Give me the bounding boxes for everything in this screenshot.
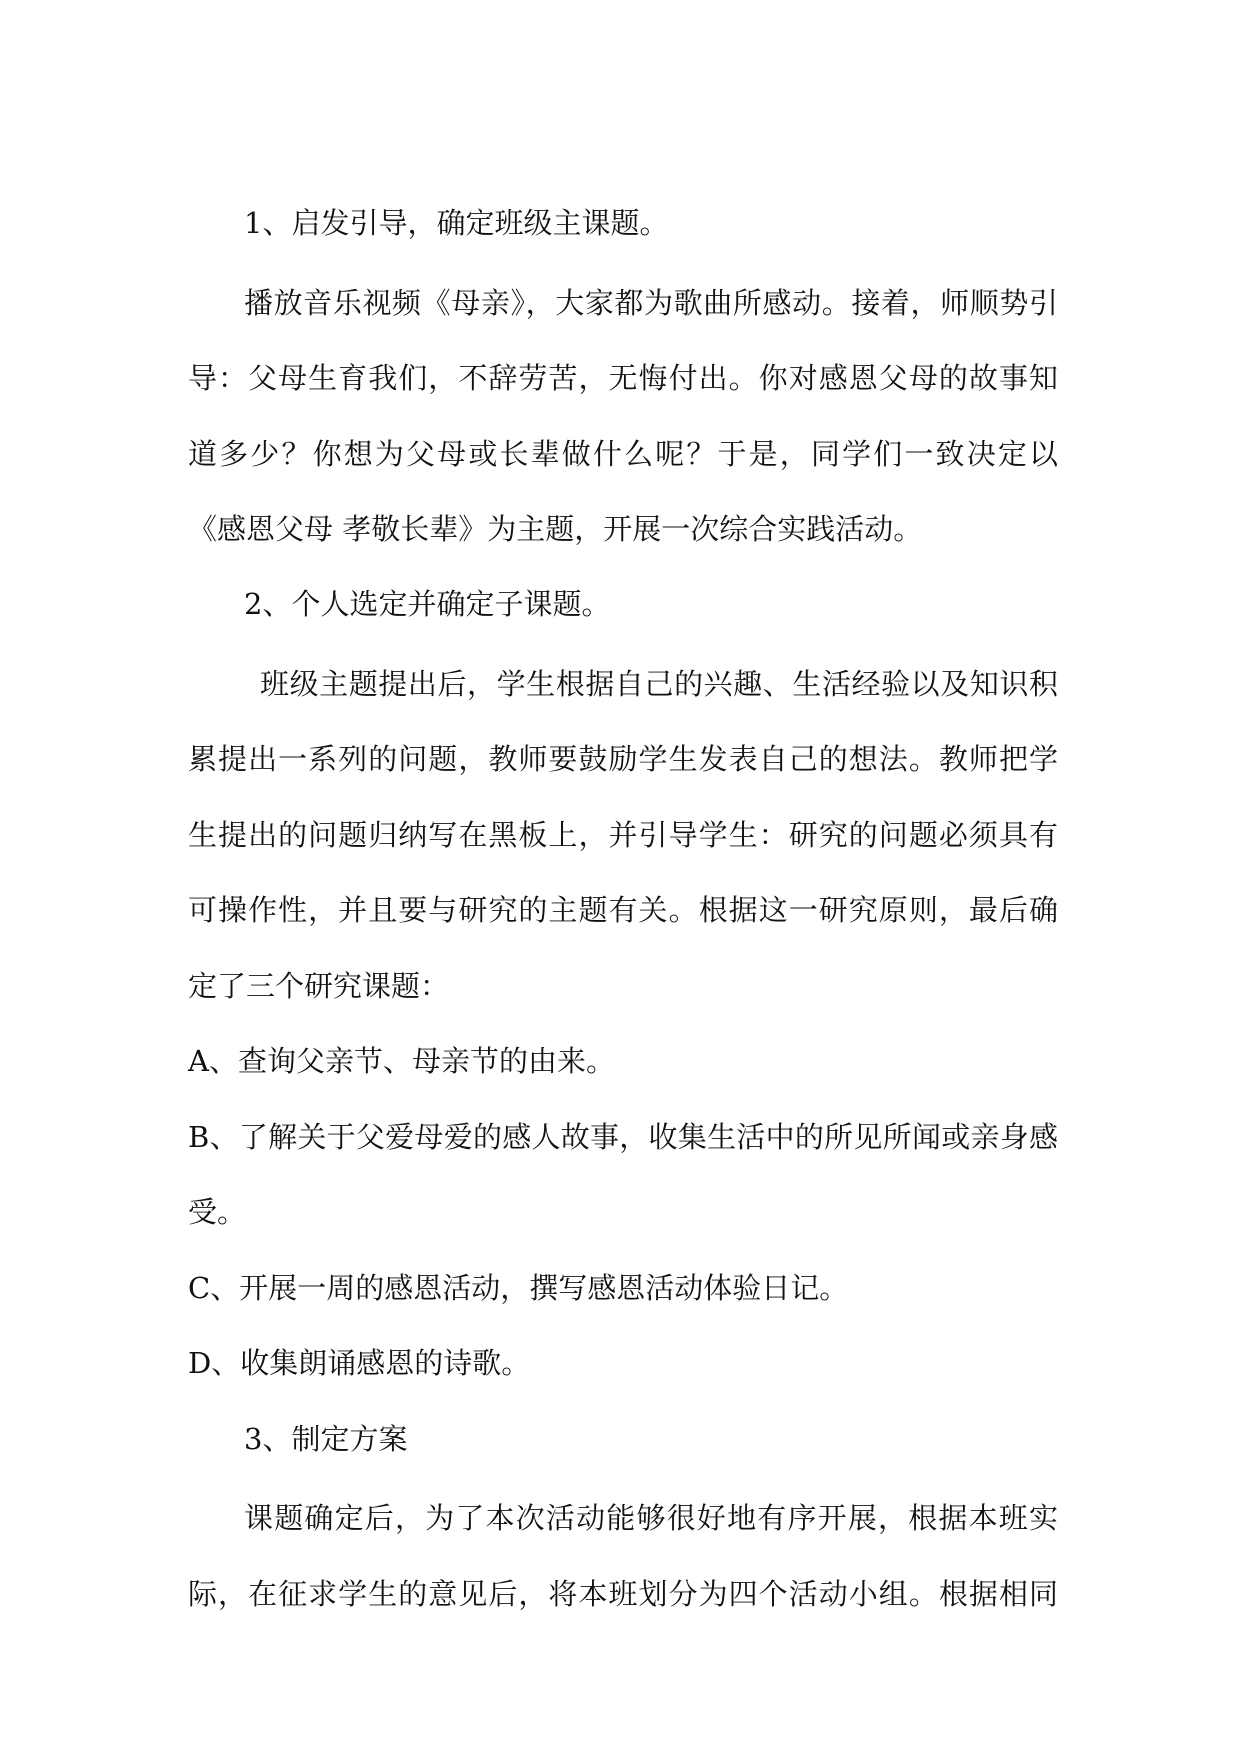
list-item-b: B、了解关于父爱母爱的感人故事，收集生活中的所见所闻或亲身感: [188, 1120, 1058, 1154]
paragraph-line: 生提出的问题归纳写在黑板上，并引导学生：研究的问题必须具有: [188, 818, 1058, 852]
heading-step-2: 2、个人选定并确定子课题。: [244, 587, 611, 621]
paragraph-line: 道多少？你想为父母或长辈做什么呢？于是，同学们一致决定以: [188, 437, 1058, 471]
paragraph-line: 《感恩父母 孝敬长辈》为主题，开展一次综合实践活动。: [188, 512, 923, 546]
list-item-d: D、收集朗诵感恩的诗歌。: [188, 1346, 531, 1380]
paragraph-line: 导：父母生育我们，不辞劳苦，无悔付出。你对感恩父母的故事知: [188, 361, 1058, 395]
heading-step-3: 3、制定方案: [244, 1422, 408, 1456]
heading-step-1: 1、启发引导，确定班级主课题。: [244, 206, 669, 240]
paragraph-line: 课题确定后，为了本次活动能够很好地有序开展，根据本班实: [244, 1501, 1058, 1535]
paragraph-line: 班级主题提出后，学生根据自己的兴趣、生活经验以及知识积: [260, 667, 1058, 701]
paragraph-line: 播放音乐视频《母亲》，大家都为歌曲所感动。接着，师顺势引: [244, 286, 1058, 320]
list-item-c: C、开展一周的感恩活动，撰写感恩活动体验日记。: [188, 1271, 849, 1305]
list-item-a: A、查询父亲节、母亲节的由来。: [188, 1044, 615, 1078]
paragraph-line: 际，在征求学生的意见后，将本班划分为四个活动小组。根据相同: [188, 1577, 1058, 1611]
paragraph-line: 累提出一系列的问题，教师要鼓励学生发表自己的想法。教师把学: [188, 742, 1058, 776]
paragraph-line: 可操作性，并且要与研究的主题有关。根据这一研究原则，最后确: [188, 893, 1058, 927]
paragraph-line: 定了三个研究课题：: [188, 969, 450, 1003]
list-item-b-continuation: 受。: [188, 1195, 247, 1229]
